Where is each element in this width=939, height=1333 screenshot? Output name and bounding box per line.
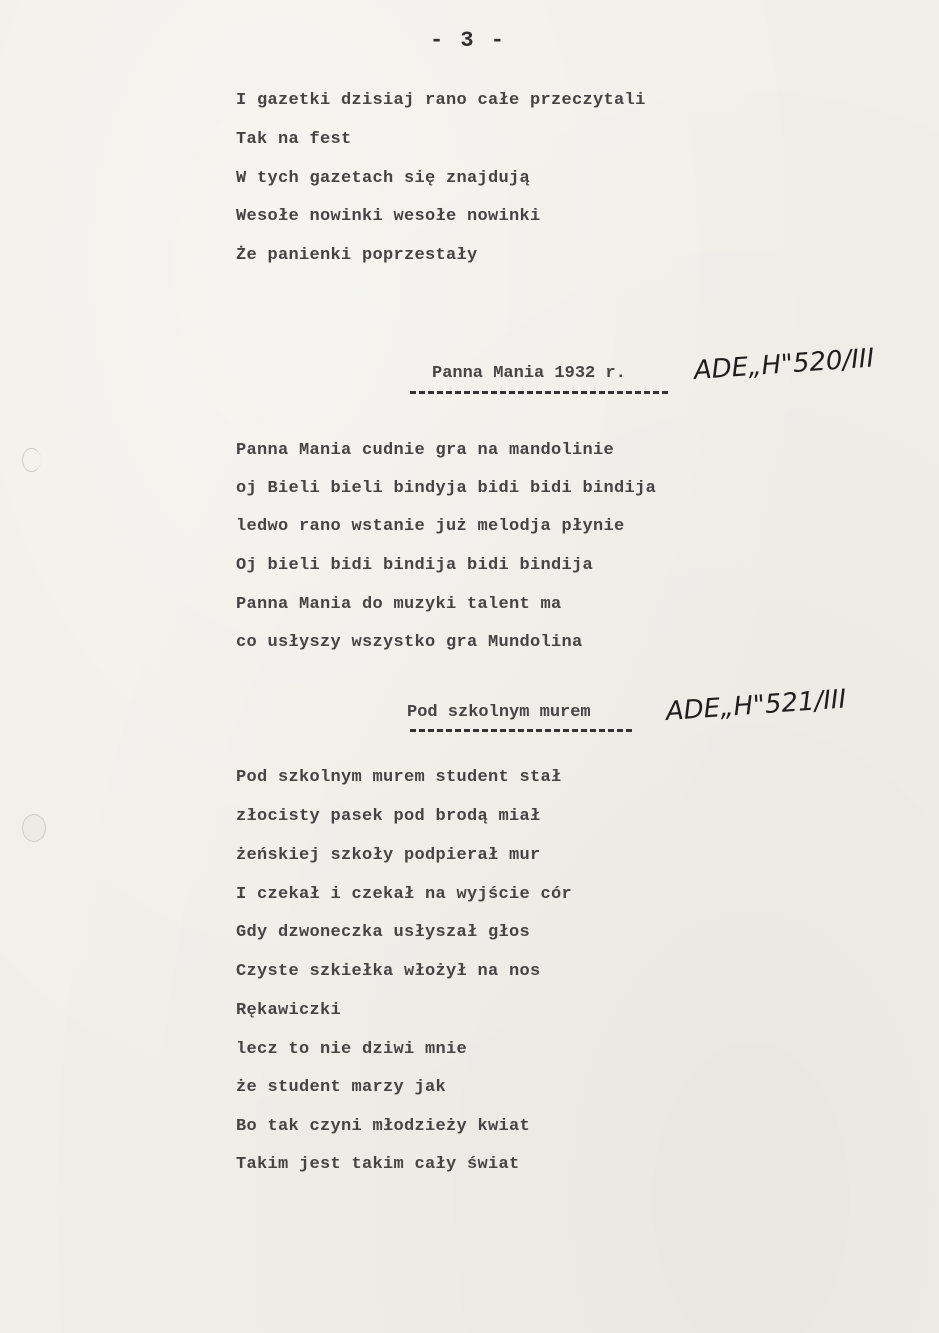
song-line: co usłyszy wszystko gra Mundolina [236,633,583,652]
verse-line: Wesołe nowinki wesołe nowinki [236,207,541,226]
song-line: Czyste szkiełka włożył na nos [236,962,541,981]
song-line: oj Bieli bieli bindyja bidi bidi bindija [236,479,657,498]
song-title: Pod szkolnym murem [407,703,591,722]
song-title: Panna Mania 1932 r. [432,364,626,383]
punch-hole-mark [22,448,41,472]
title-underline [410,391,668,394]
verse-line: Tak na fest [236,130,352,149]
song-line: Bo tak czyni młodzieży kwiat [236,1117,531,1136]
song-line: żeńskiej szkoły podpierał mur [236,846,541,865]
page-number: - 3 - [430,28,507,53]
song-line: Oj bieli bidi bindija bidi bindija [236,556,594,575]
song-line: Panna Mania cudnie gra na mandolinie [236,441,615,460]
verse-line: I gazetki dzisiaj rano całe przeczytali [236,91,646,110]
song-line: Pod szkolnym murem student stał [236,768,562,787]
verse-line: Że panienki poprzestały [236,246,478,265]
song-line: ledwo rano wstanie już melodja płynie [236,517,625,536]
song-line: Gdy dzwoneczka usłyszał głos [236,923,531,942]
song-line: I czekał i czekał na wyjście cór [236,885,573,904]
song-line: Takim jest takim cały świat [236,1155,520,1174]
title-underline [410,729,632,732]
archive-signature-mark: ADE„H"520/III [692,343,876,386]
song-line: Panna Mania do muzyki talent ma [236,595,562,614]
verse-line: W tych gazetach się znajdują [236,169,531,188]
archive-signature-mark: ADE„H"521/III [664,684,848,727]
song-line: złocisty pasek pod brodą miał [236,807,541,826]
punch-hole-mark [22,814,46,842]
song-line: że student marzy jak [236,1078,447,1097]
song-line: Rękawiczki [236,1001,342,1020]
song-line: lecz to nie dziwi mnie [236,1040,468,1059]
